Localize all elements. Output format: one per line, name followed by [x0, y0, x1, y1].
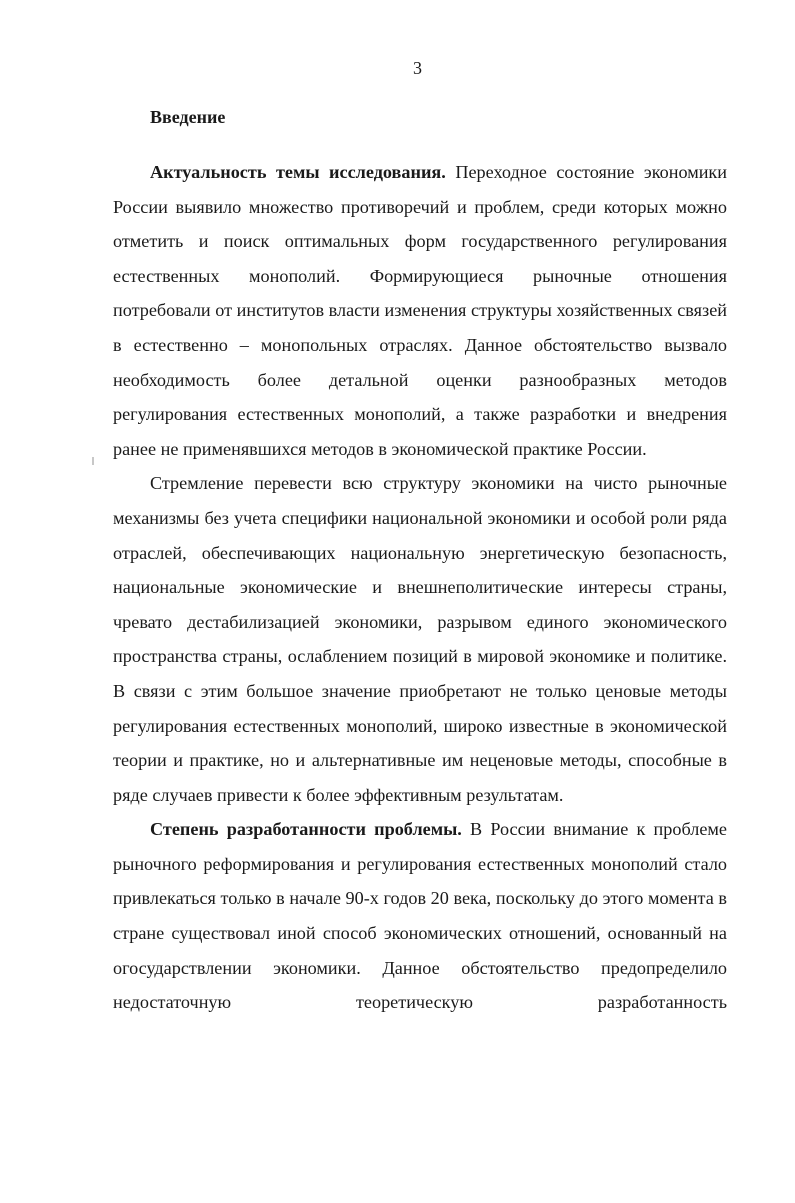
- scan-artifact: [92, 457, 94, 465]
- page-number: 3: [413, 58, 422, 78]
- paragraph-text: Переходное состояние экономики России выявило множество противоречий и проблем, среди которых можно отметить и поиск оптимальных форм государственного регулирования естественных монополий. Формирующиеся рыночные отношения потребовали от институтов власти изменения структуры хозяйственных связей в естественно – монопольных отраслях. Данное обстоятельство вызвало необходимость более детальной оценки разнообразных методов регулирования естественных монополий, а также разработки и внедрения ранее не применявшихся методов в экономической практике России.: [113, 162, 727, 459]
- body-text: [113, 155, 727, 1020]
- paragraph-degree-of-development: [113, 812, 727, 1020]
- paragraph-text: В России внимание к проблеме рыночного реформирования и регулирования естественных монополий стало привлекаться только в начале 90-х годов 20 века, поскольку до этого момента в стране существовал иной способ экономических отношений, основанный на огосударствлении экономики. Данное обстоятельство предопределило недостаточную теоретическую разработанность: [113, 819, 727, 1013]
- paragraph-market-mechanisms: [113, 466, 727, 812]
- paragraph-lead: Степень разработанности проблемы.: [150, 819, 462, 840]
- section-heading: Введение: [150, 107, 226, 127]
- paragraph-lead: Актуальность темы исследования.: [150, 162, 446, 182]
- paragraph-text: Стремление перевести всю структуру экономики на чисто рыночные механизмы без учета специфики национальной экономики и особой роли ряда отраслей, обеспечивающих национальную энергетическую безопасность, национальные экономические и внешнеполитические интересы страны, чревато дестабилизацией экономики, разрывом единого экономического пространства страны, ослаблением позиций в мировой экономике и политике. В связи с этим большое значение приобретают не только ценовые методы регулирования естественных монополий, широко известные в экономической теории и практике, но и альтернативные им неценовые методы, способные в ряде случаев привести к более эффективным результатам.: [113, 473, 727, 805]
- paragraph-relevance: [113, 155, 727, 466]
